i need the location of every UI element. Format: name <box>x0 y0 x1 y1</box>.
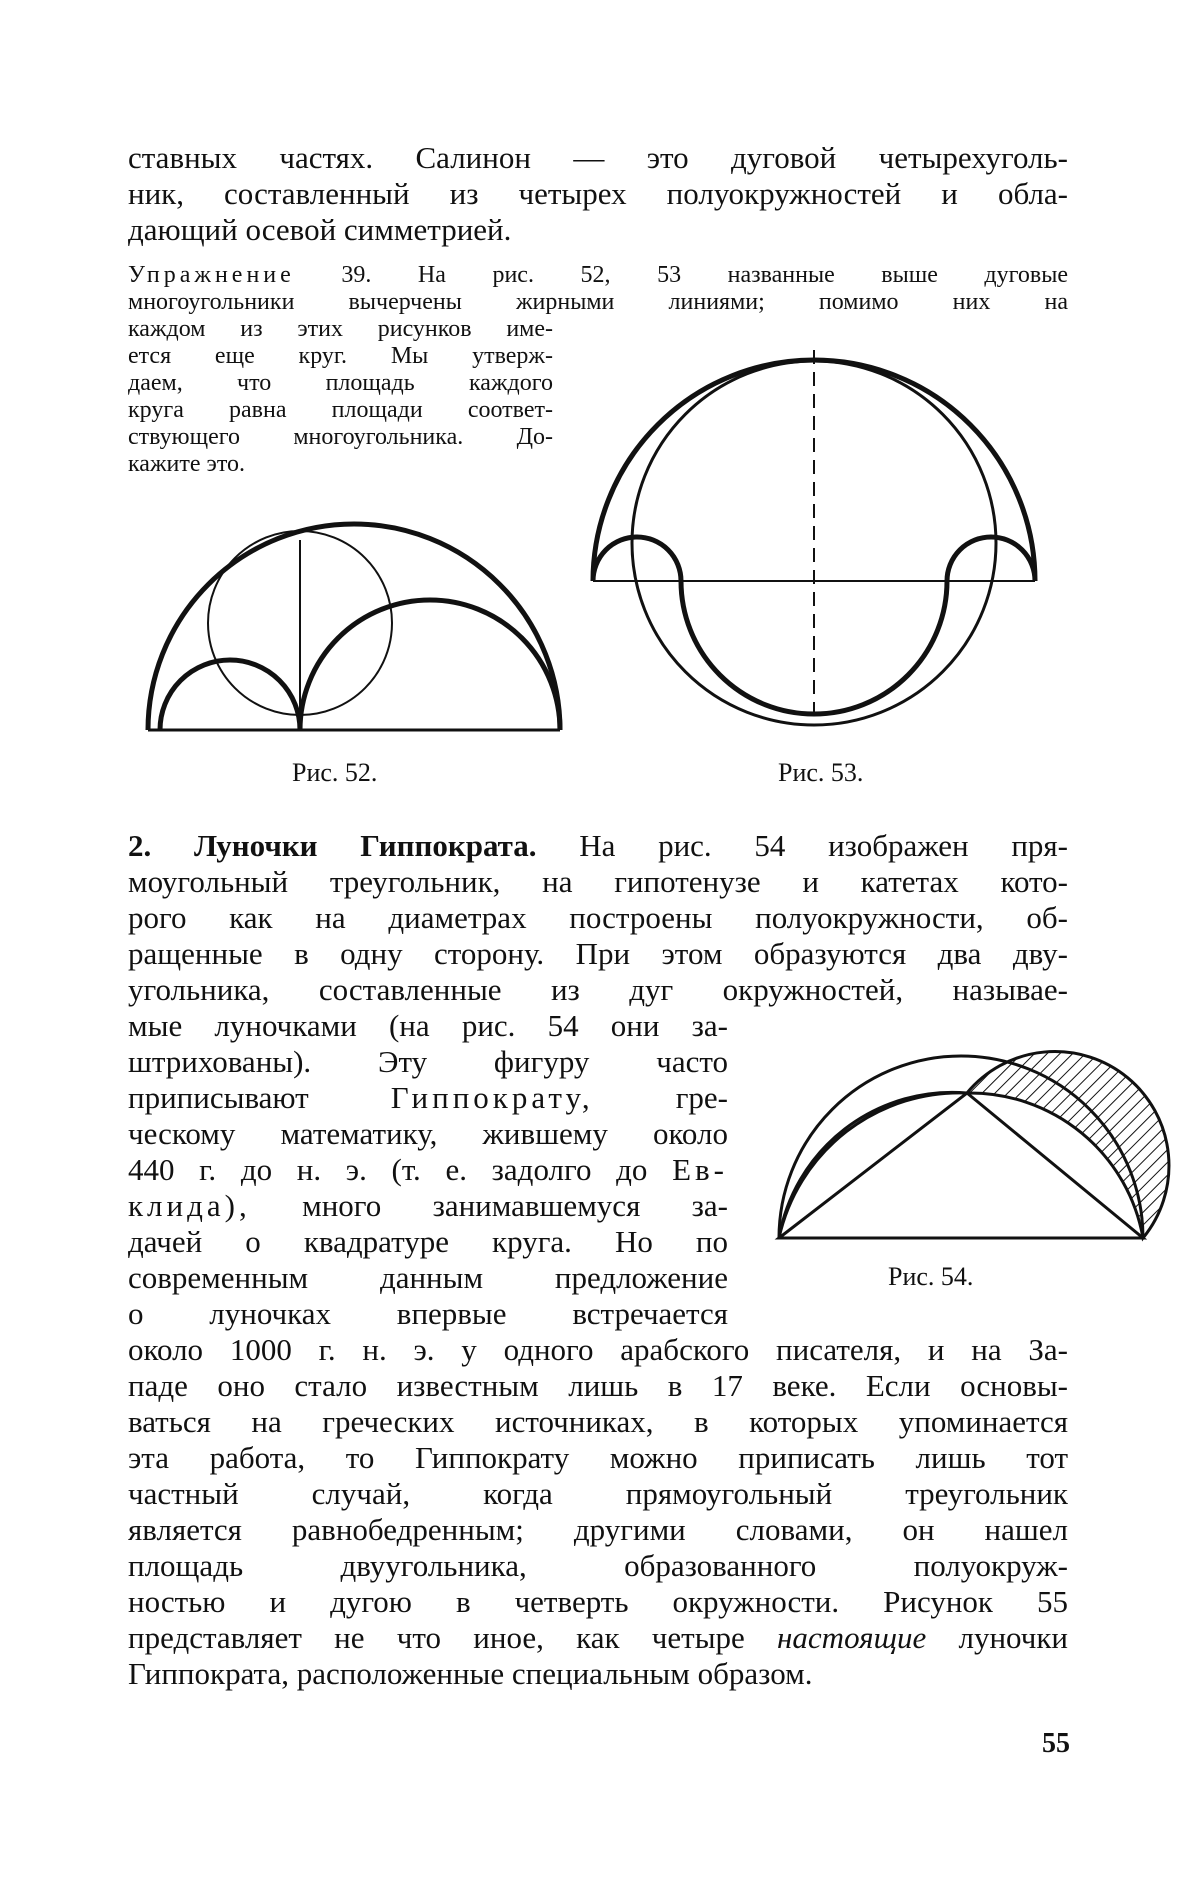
exercise-line: Упражнение 39. На рис. 52, 53 названные выше дуговые <box>128 262 1069 288</box>
exercise-line: даем, что площадь каждого <box>128 370 553 396</box>
text-line: дающий осевой симметрией. <box>128 212 512 247</box>
text-line: ческому математику, жившему около <box>128 1116 728 1151</box>
fig52-right-semicircle <box>300 600 560 730</box>
text-line: 440 г. до н. э. (т. е. задолго до Ев- <box>128 1152 728 1187</box>
text-line: моугольный треугольник, на гипотенузе и катетах кото- <box>128 864 1068 899</box>
intro-paragraph <box>128 140 1068 248</box>
exercise-line: ется еще круг. Мы утверж- <box>128 343 553 369</box>
text-line: ваться на греческих источниках, в которых упоминается <box>128 1404 1068 1439</box>
fig54-right-triangle <box>779 1093 1143 1238</box>
text-line: частный случай, когда прямоугольный треугольник <box>128 1476 1068 1511</box>
exercise-line: кажите это. <box>128 451 245 477</box>
page-number: 55 <box>1042 1728 1070 1759</box>
text-line: угольника, составленные из дуг окружностей, называе- <box>128 972 1068 1007</box>
section-paragraph-narrow <box>128 1008 728 1332</box>
fig53-caption: Рис. 53. <box>778 758 864 787</box>
text-line: мые луночками (на рис. 54 они за- <box>128 1008 728 1043</box>
fig52-left-small-semicircle <box>160 660 300 730</box>
text-line: около 1000 г. н. э. у одного арабского писателя, и на За- <box>128 1332 1068 1367</box>
fig53-salinon-outline <box>593 360 1035 714</box>
text-line: дачей о квадратуре круга. Но по <box>128 1224 728 1259</box>
fig53-circle <box>632 361 996 725</box>
text-line: ник, составленный из четырех полуокружностей и обла- <box>128 176 1068 211</box>
text-line: современным данным предложение <box>128 1260 728 1295</box>
exercise-line: круга равна площади соответ- <box>128 397 553 423</box>
section-paragraph-top <box>128 828 1068 1008</box>
fig52-caption: Рис. 52. <box>292 758 378 787</box>
fig52-inscribed-circle <box>208 531 392 715</box>
text-line: штрихованы). Эту фигуру часто <box>128 1044 728 1079</box>
text-line: ращенные в одну сторону. При этом образуются два дву- <box>128 936 1068 971</box>
text-line: представляет не что иное, как четыре настоящие луночки <box>128 1620 1068 1655</box>
exercise-39-narrow <box>128 316 553 478</box>
fig52-outer-semicircle <box>148 524 560 730</box>
exercise-line: каждом из этих рисунков име- <box>128 316 553 342</box>
text-line: о луночках впервые встречается <box>128 1296 728 1331</box>
name-hippocrates: Гиппократу, <box>390 1080 594 1115</box>
fig54-lune-left <box>779 1092 967 1238</box>
text-line: ностью и дугою в четверть окружности. Рисунок 55 <box>128 1584 1068 1619</box>
exercise-line: многоугольники вычерчены жирными линиями; помимо них на <box>128 289 1068 315</box>
text-line: является равнобедренным; другими словами, он нашел <box>128 1512 1068 1547</box>
exercise-label: Упражнение <box>128 262 295 288</box>
text-line: эта работа, то Гиппократу можно приписать лишь тот <box>128 1440 1068 1475</box>
name-euclid: Ев- <box>672 1152 728 1187</box>
text-line: Гиппократа, расположенные специальным образом. <box>128 1656 813 1691</box>
text-line: 2. Луночки Гиппократа. На рис. 54 изображен пря- <box>128 828 1068 863</box>
text-line: паде оно стало известным лишь в 17 веке. Если основы- <box>128 1368 1068 1403</box>
fig54-hypotenuse-semicircle <box>779 1056 1143 1238</box>
text-line: клида), много занимавшемуся за- <box>128 1188 728 1223</box>
fig54-caption: Рис. 54. <box>888 1262 974 1291</box>
text-line: ставных частях. Салинон — это дуговой четырехуголь- <box>128 140 1068 175</box>
exercise-39 <box>128 262 1068 316</box>
text-line: площадь двуугольника, образованного полуокруж- <box>128 1548 1068 1583</box>
fig54-lune-right <box>967 1052 1169 1238</box>
text-line: приписывают Гиппократу, гре- <box>128 1080 728 1115</box>
section-paragraph-bottom <box>128 1332 1068 1692</box>
section-heading: 2. Луночки Гиппократа. <box>128 828 537 863</box>
exercise-line: ствующего многоугольника. До- <box>128 424 553 450</box>
name-euclid-cont: клида), <box>128 1188 251 1223</box>
emphasis-word: настоящие <box>777 1620 927 1655</box>
text-line: рого как на диаметрах построены полуокружности, об- <box>128 900 1068 935</box>
